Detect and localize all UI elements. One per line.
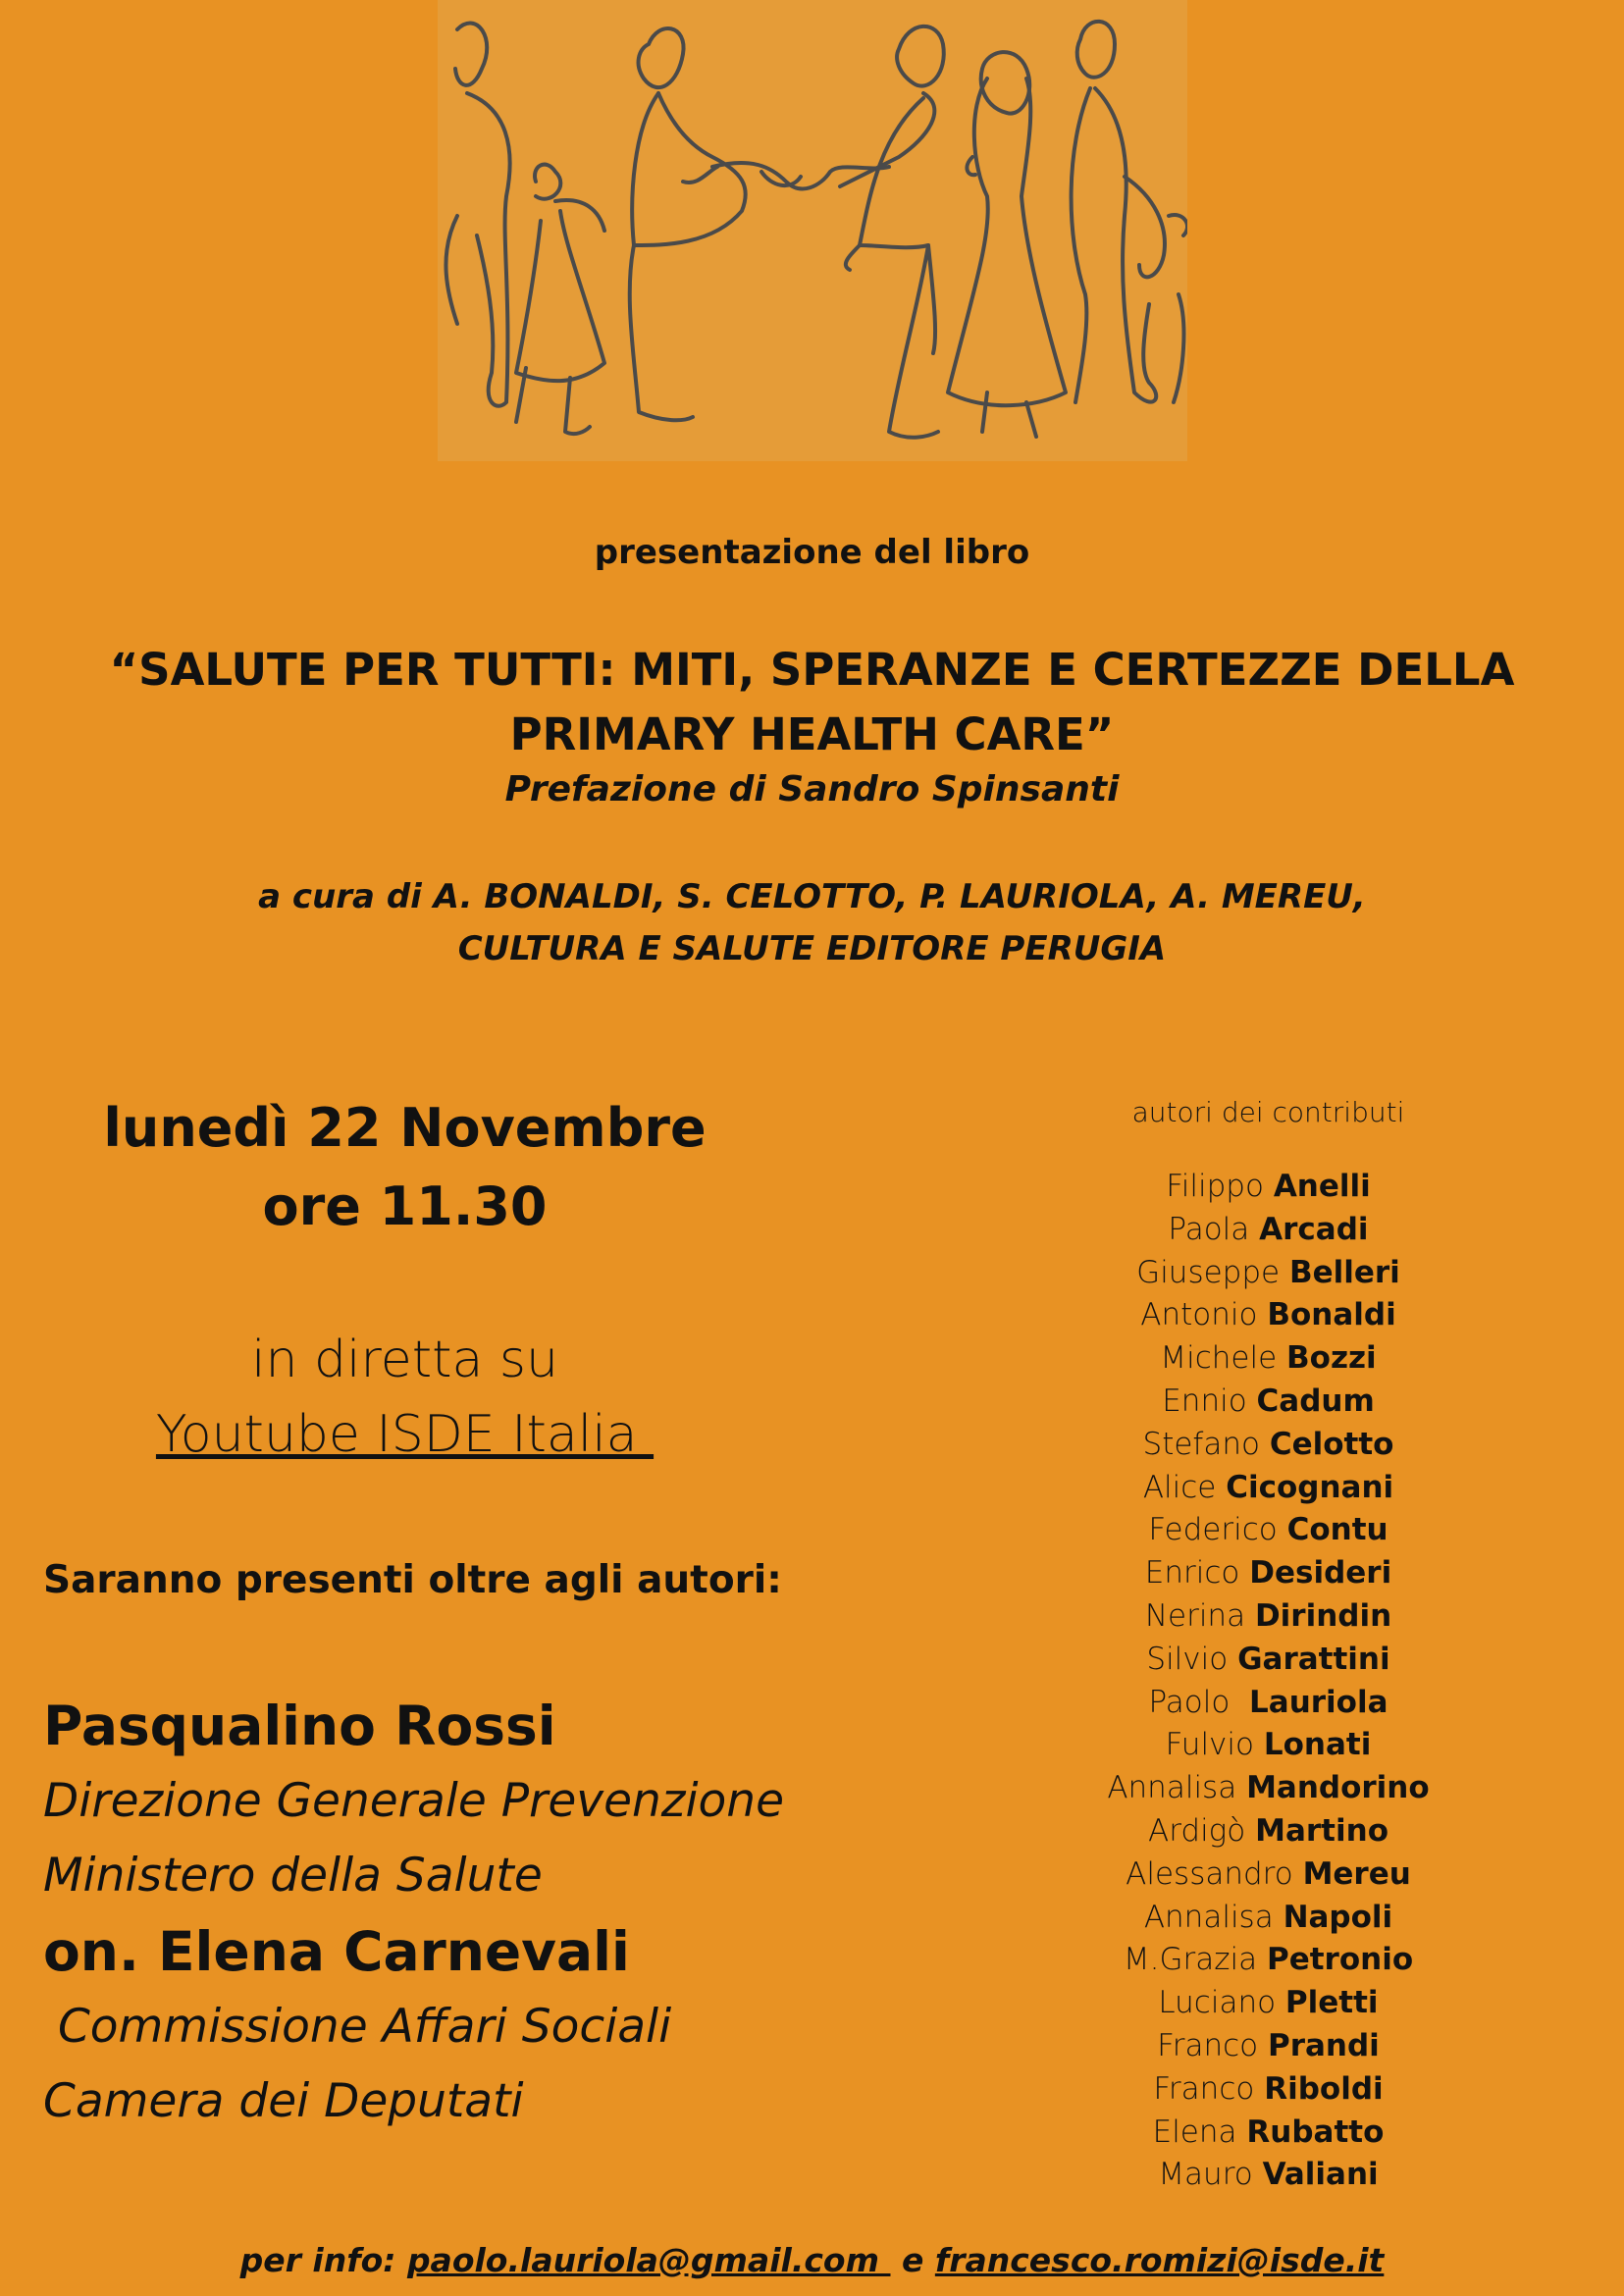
author-last-name: Arcadi <box>1259 1211 1369 1247</box>
author-last-name: Rubatto <box>1246 2113 1385 2150</box>
live-on-label: in diretta su <box>251 1331 558 1389</box>
author-last-name: Belleri <box>1288 1254 1400 1290</box>
author-last-name: Bozzi <box>1286 1340 1377 1377</box>
author-item <box>1084 1939 1452 1982</box>
author-item <box>1084 2025 1452 2068</box>
author-item <box>1084 2112 1452 2155</box>
author-item <box>1084 1810 1452 1853</box>
author-item <box>1084 1509 1452 1552</box>
author-first-name: Filippo <box>1166 1169 1264 1204</box>
subtitle: presentazione del libro <box>594 533 1030 572</box>
email-link-romizi[interactable]: francesco.romizi@isde.it <box>934 2241 1385 2279</box>
author-item <box>1084 2154 1452 2197</box>
authors-heading: autori dei contributi <box>1131 1096 1405 1128</box>
author-first-name: Mauro <box>1158 2157 1253 2193</box>
author-item <box>1084 1724 1452 1767</box>
guest-role: Camera dei Deputati <box>43 2074 524 2128</box>
event-date: lunedì 22 Novembre <box>103 1097 707 1159</box>
author-item <box>1084 1639 1452 1682</box>
author-first-name: Paolo <box>1148 1684 1240 1720</box>
author-first-name: Elena <box>1152 2113 1237 2150</box>
author-first-name: Alessandro <box>1126 1855 1293 1892</box>
authors-section <box>1084 1096 1452 2197</box>
guest-item <box>43 1913 809 2139</box>
book-title <box>0 638 1624 767</box>
people-line-drawing-icon <box>438 0 1187 461</box>
author-first-name: Annalisa <box>1143 1899 1274 1935</box>
authors-list <box>1084 1166 1452 2197</box>
author-item <box>1084 1209 1452 1252</box>
author-item <box>1084 1897 1452 1940</box>
author-last-name: Anelli <box>1273 1169 1371 1204</box>
author-last-name: Lauriola <box>1249 1684 1388 1720</box>
author-item <box>1084 1381 1452 1424</box>
curators-line-1: a cura di A. BONALDI, S. CELOTTO, P. LAURIOLA, A. MEREU, <box>258 877 1366 916</box>
author-last-name: Lonati <box>1263 1727 1372 1763</box>
book-title-line-1: “SALUTE PER TUTTI: MITI, SPERANZE E CERTEZZE DELLA <box>109 644 1515 696</box>
author-last-name: Bonaldi <box>1267 1297 1396 1333</box>
guest-role: Ministero della Salute <box>43 1849 543 1903</box>
author-item <box>1084 1552 1452 1595</box>
author-item <box>1084 1682 1452 1725</box>
author-first-name: Stefano <box>1142 1426 1260 1462</box>
author-first-name: Michele <box>1160 1340 1278 1377</box>
youtube-link[interactable]: Youtube ISDE Italia <box>155 1405 655 1464</box>
author-last-name: Napoli <box>1283 1899 1393 1935</box>
author-item <box>1084 1294 1452 1337</box>
author-first-name: Franco <box>1157 2027 1259 2063</box>
author-first-name: Federico <box>1148 1512 1278 1548</box>
author-item <box>1084 1767 1452 1810</box>
author-first-name: Antonio <box>1140 1297 1258 1333</box>
author-item <box>1084 1467 1452 1510</box>
guest-name: Pasqualino Rossi <box>43 1695 556 1757</box>
author-last-name: Mereu <box>1302 1855 1411 1892</box>
author-first-name: Franco <box>1153 2070 1255 2107</box>
guest-role: Commissione Affari Sociali <box>43 2000 672 2054</box>
author-first-name: Nerina <box>1144 1597 1246 1634</box>
author-last-name: Riboldi <box>1264 2070 1384 2107</box>
live-link-row <box>74 1405 736 1464</box>
curators-line-2: CULTURA E SALUTE EDITORE PERUGIA <box>457 929 1167 968</box>
author-item <box>1084 1595 1452 1639</box>
author-item <box>1084 2068 1452 2112</box>
guest-name: on. Elena Carnevali <box>43 1920 630 1983</box>
author-last-name: Celotto <box>1269 1426 1394 1462</box>
author-first-name: Silvio <box>1146 1641 1229 1677</box>
author-first-name: Enrico <box>1144 1555 1240 1592</box>
author-item <box>1084 1252 1452 1295</box>
author-item <box>1084 1424 1452 1467</box>
guest-item <box>43 1688 809 1913</box>
email-link-lauriola[interactable]: paolo.lauriola@gmail.com <box>406 2241 891 2279</box>
curators <box>0 871 1624 975</box>
event-time: ore 11.30 <box>262 1175 548 1237</box>
footer-info <box>0 2241 1624 2279</box>
author-first-name: Giuseppe <box>1136 1254 1281 1290</box>
author-item <box>1084 1337 1452 1381</box>
guests-list <box>43 1688 809 2139</box>
footer-prefix: per info: <box>239 2241 407 2279</box>
author-last-name: Mandorino <box>1246 1770 1430 1806</box>
author-first-name: M.Grazia <box>1123 1942 1258 1978</box>
author-last-name: Garattini <box>1237 1641 1390 1677</box>
author-last-name: Cicognani <box>1226 1469 1394 1505</box>
author-first-name: Annalisa <box>1107 1770 1237 1806</box>
author-last-name: Contu <box>1286 1512 1388 1548</box>
author-last-name: Prandi <box>1268 2027 1380 2063</box>
author-item <box>1084 1982 1452 2025</box>
author-last-name: Cadum <box>1256 1383 1375 1419</box>
author-first-name: Alice <box>1142 1469 1217 1505</box>
book-title-line-2: PRIMARY HEALTH CARE” <box>509 708 1115 760</box>
author-last-name: Petronio <box>1266 1942 1414 1978</box>
author-last-name: Pletti <box>1284 1985 1379 2021</box>
author-last-name: Martino <box>1255 1812 1388 1849</box>
author-last-name: Dirindin <box>1254 1597 1392 1634</box>
author-first-name: Paola <box>1168 1211 1250 1247</box>
author-first-name: Fulvio <box>1165 1727 1254 1763</box>
author-item <box>1084 1166 1452 1209</box>
author-first-name: Luciano <box>1158 1985 1277 2021</box>
footer-joiner: e <box>890 2241 935 2279</box>
guests-heading: Saranno presenti oltre agli autori: <box>43 1558 782 1602</box>
author-item <box>1084 1853 1452 1897</box>
author-first-name: Ardigò <box>1147 1812 1246 1849</box>
guest-role: Direzione Generale Prevenzione <box>43 1774 784 1828</box>
preface: Prefazione di Sandro Spinsanti <box>504 769 1120 809</box>
author-last-name: Desideri <box>1249 1555 1392 1592</box>
author-first-name: Ennio <box>1162 1383 1247 1419</box>
author-last-name: Valiani <box>1262 2157 1379 2193</box>
